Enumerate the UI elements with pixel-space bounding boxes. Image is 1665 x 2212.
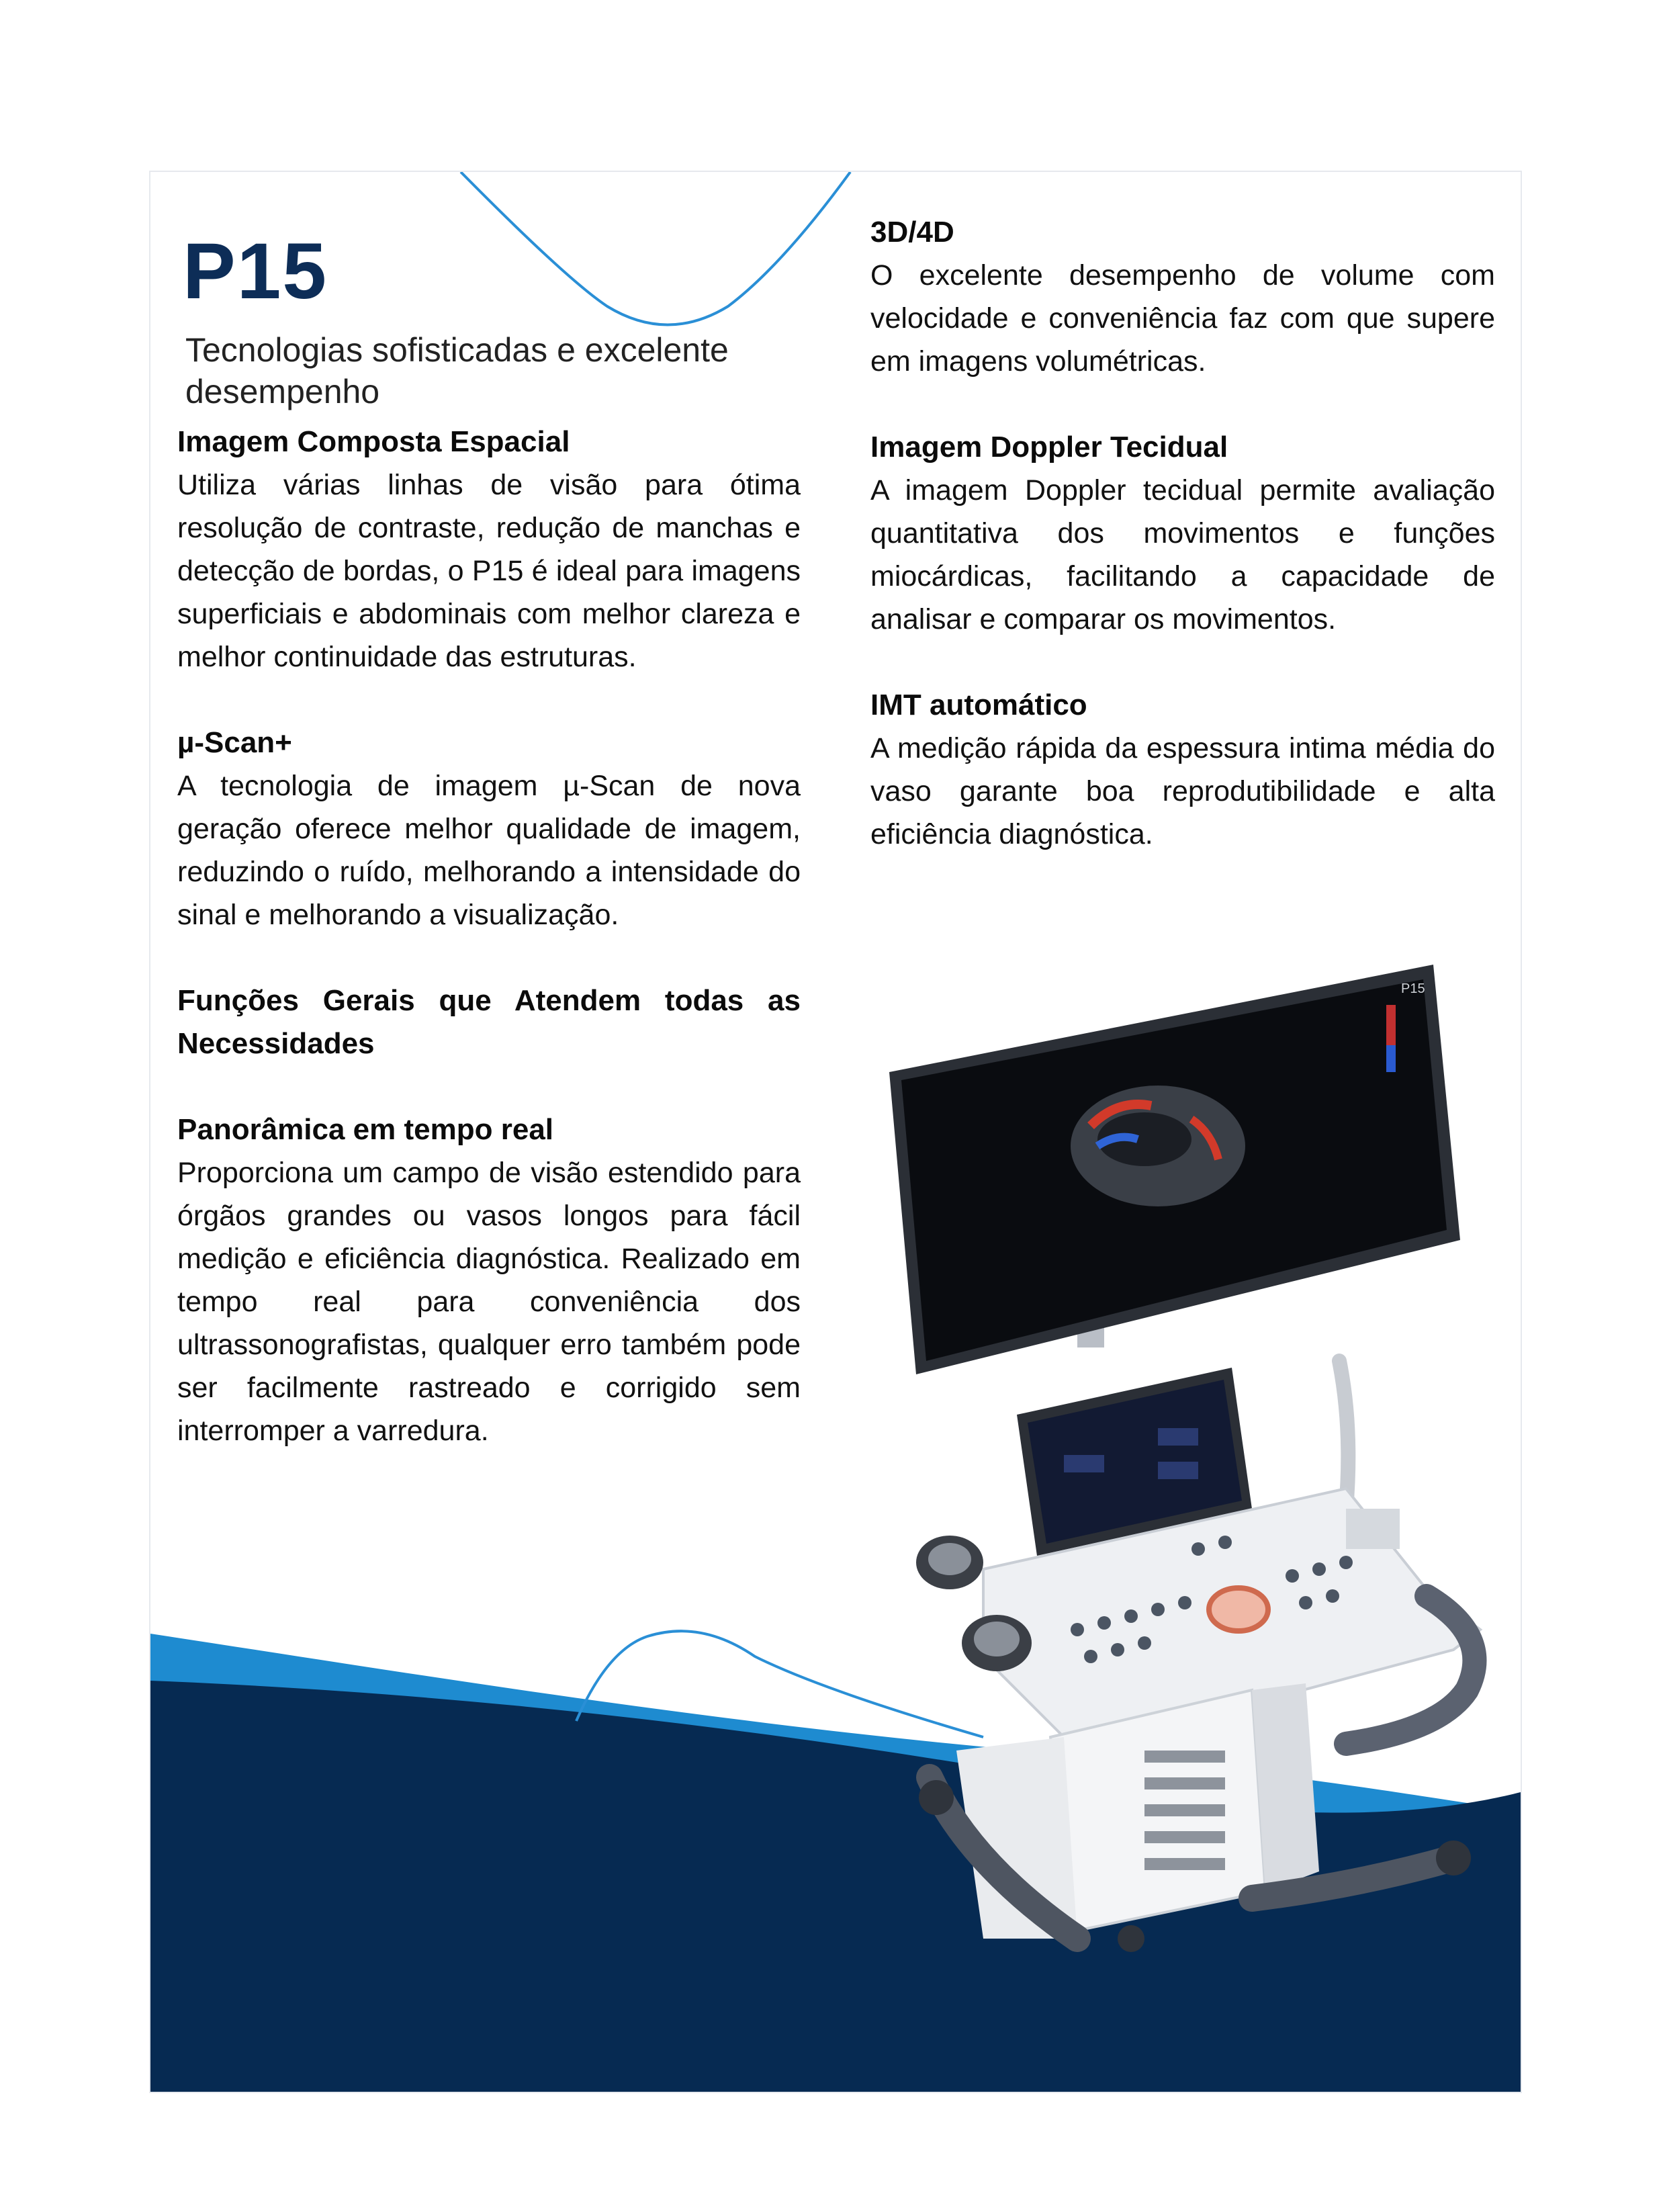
section-heading: IMT automático [870,689,1087,721]
section-funcoes-gerais [177,979,801,1065]
left-column [177,421,801,1495]
top-curve-line [461,172,850,325]
section-body: O excelente desempenho de volume com velocidade e conveniência faz com que supere em imagens volumétricas. [870,259,1495,378]
section-heading: µ-Scan+ [177,726,292,759]
monitor-brand-text: P15 [1401,981,1425,996]
section-3d-4d [870,211,1495,383]
section-panoramica [177,1108,801,1452]
section-imt-automatico [870,684,1495,856]
brochure-page [149,171,1522,2093]
section-body: Utiliza várias linhas de visão para ótima resolução de contraste, redução de manchas e detecção de bordas, o P15 é ideal para imagens superficiais e abdominais com melhor clareza e melhor continuidade das estruturas. [177,469,801,673]
section-heading: Imagem Doppler Tecidual [870,431,1228,463]
section-mu-scan [177,721,801,936]
section-body: A imagem Doppler tecidual permite avaliação quantitativa dos movimentos e funções miocárdicas, facilitando a capacidade de analisar e comparar os movimentos. [870,474,1495,635]
section-heading: Imagem Composta Espacial [177,425,570,458]
ultrasound-device-image [876,904,1521,1952]
section-heading: Panorâmica em tempo real [177,1113,554,1146]
section-body: A medição rápida da espessura intima média do vaso garante boa reprodutibilidade e alta eficiência diagnóstica. [870,732,1495,850]
right-column [870,211,1495,899]
section-heading: 3D/4D [870,216,954,249]
section-imagem-composta [177,421,801,678]
section-heading: Funções Gerais que Atendem todas as Necessidades [177,984,801,1060]
section-doppler-tecidual [870,426,1495,641]
section-body: Proporciona um campo de visão estendido para órgãos grandes ou vasos longos para fácil medição e eficiência diagnóstica. Realizado em tempo real para conveniência dos ultrassonografistas, qualquer erro também pode ser facilmente rastreado e corrigido sem interromper a varredura. [177,1157,801,1447]
product-title: P15 [183,227,328,316]
product-subtitle: Tecnologias sofisticadas e excelente desempenho [185,331,729,410]
section-body: A tecnologia de imagem µ-Scan de nova geração oferece melhor qualidade de imagem, reduzindo o ruído, melhorando a intensidade do sinal e melhorando a visualização. [177,770,801,931]
